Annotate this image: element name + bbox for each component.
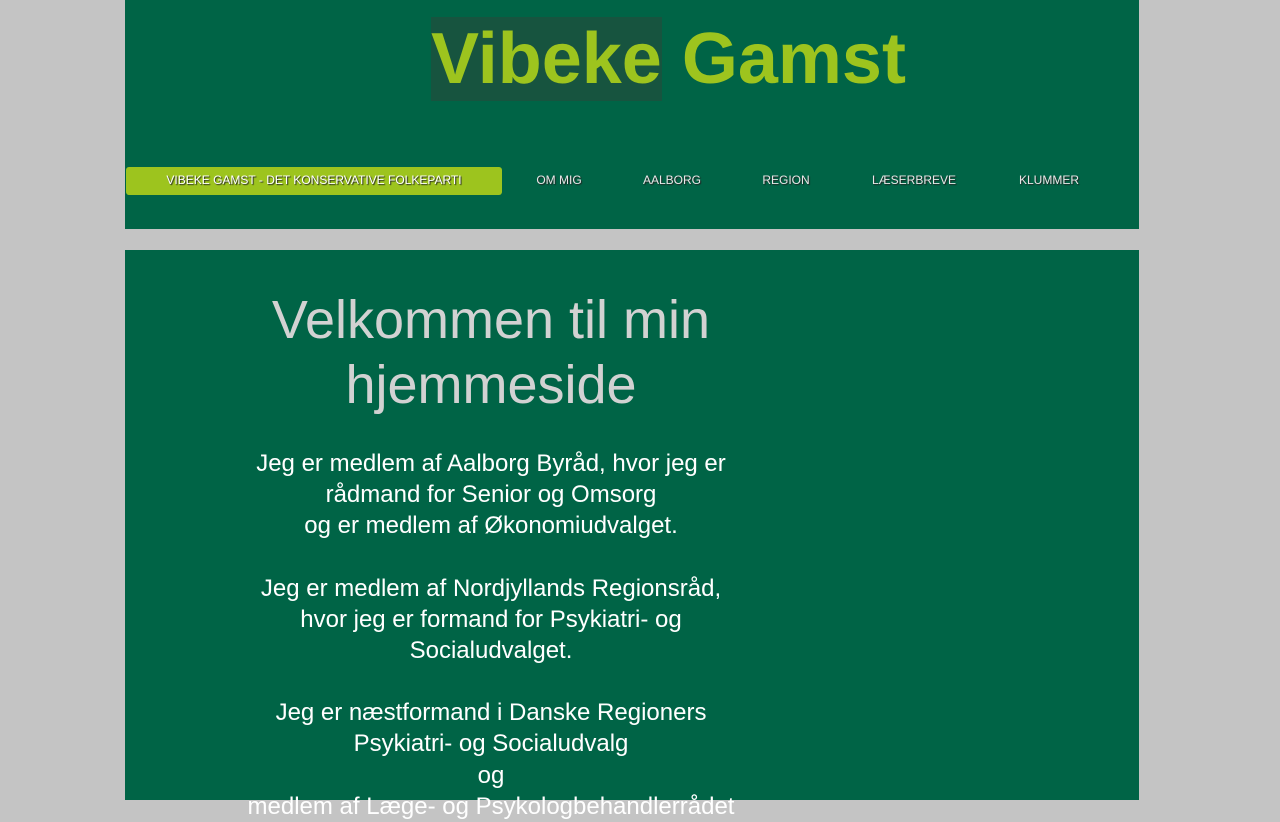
text-line: og er medlem af Økonomiudvalget. <box>304 512 678 540</box>
nav-item-region[interactable]: REGION <box>762 173 810 187</box>
text-line: Jeg er medlem af Aalborg Byråd, hvor jeg er <box>256 450 726 477</box>
paragraph-regionsraad <box>225 573 757 667</box>
site-title[interactable] <box>431 17 906 101</box>
text-line: Jeg er medlem af Nordjyllands Regionsråd, <box>260 574 722 602</box>
nav-item-klummer[interactable]: KLUMMER <box>1018 173 1079 187</box>
text-line: medlem af Læge- og Psykologbehandlerrådet <box>247 792 735 820</box>
site-header <box>125 0 1139 229</box>
paragraph-danske-regioner <box>225 697 757 822</box>
site-title-first-name: Vibeke <box>431 19 662 99</box>
main-content <box>125 250 1139 820</box>
intro-text <box>225 448 757 822</box>
spacer <box>225 542 757 573</box>
text-line: Psykiatri- og Socialudvalg <box>353 730 629 758</box>
welcome-heading <box>225 288 757 418</box>
site-title-last-name: Gamst <box>681 19 906 99</box>
nav-item-laeserbreve[interactable]: LÆSERBREVE <box>871 173 957 187</box>
text-line: rådmand for Senior og Omsorg <box>325 481 657 509</box>
welcome-section <box>225 288 757 822</box>
welcome-heading-line-2: hjemmeside <box>345 355 637 415</box>
welcome-heading-line-1: Velkommen til min <box>271 290 711 350</box>
nav-item-home[interactable]: VIBEKE GAMST - DET KONSERVATIVE FOLKEPARTI <box>126 167 502 195</box>
nav-item-om-mig[interactable]: OM MIG <box>536 173 582 187</box>
text-line: Socialudvalget. <box>409 637 573 665</box>
text-line: Jeg er næstformand i Danske Regioners <box>275 699 707 727</box>
text-line: og <box>477 761 505 789</box>
text-line: hvor jeg er formand for Psykiatri- og <box>300 605 682 633</box>
spacer <box>225 666 757 697</box>
paragraph-byraad <box>225 448 757 542</box>
main-navigation <box>126 167 1138 195</box>
nav-item-aalborg[interactable]: AALBORG <box>642 173 702 187</box>
